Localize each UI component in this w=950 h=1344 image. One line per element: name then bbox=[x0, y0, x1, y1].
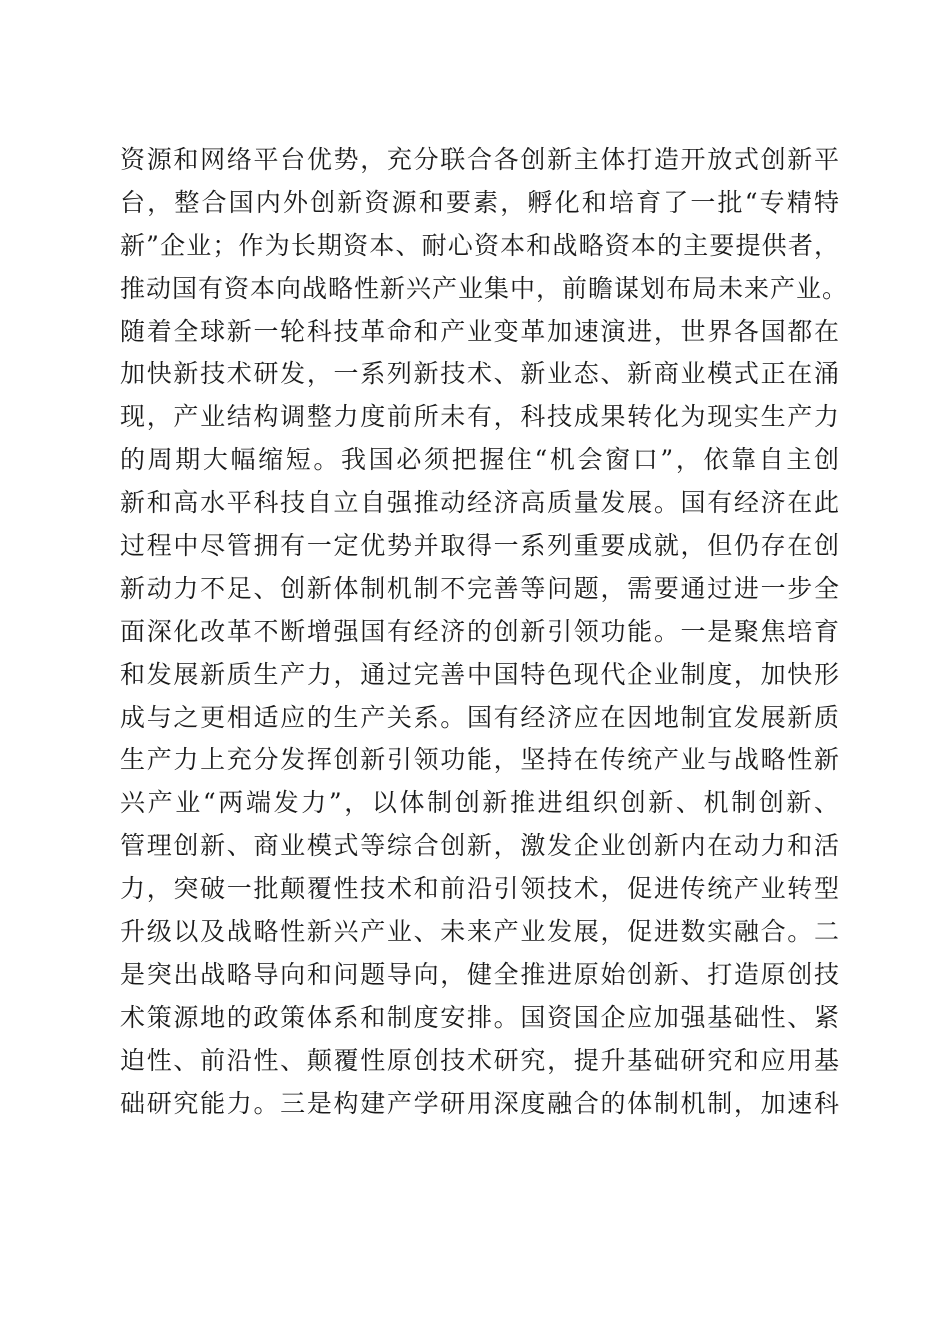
text-line: 生产力上充分发挥创新引领功能，坚持在传统产业与战略性新 bbox=[120, 745, 840, 775]
text-line: 过程中尽管拥有一定优势并取得一系列重要成就，但仍存在创 bbox=[120, 531, 840, 561]
text-line: 术策源地的政策体系和制度安排。国资国企应加强基础性、紧 bbox=[120, 1002, 840, 1032]
text-line: 的周期大幅缩短。我国必须把握住“机会窗口”，依靠自主创 bbox=[120, 445, 840, 475]
text-line: 推动国有资本向战略性新兴产业集中，前瞻谋划布局未来产业。 bbox=[120, 273, 849, 303]
text-line: 力，突破一批颠覆性技术和前沿引领技术，促进传统产业转型 bbox=[120, 874, 840, 904]
text-line: 台，整合国内外创新资源和要素，孵化和培育了一批“专精特 bbox=[120, 187, 840, 217]
text-line: 升级以及战略性新兴产业、未来产业发展，促进数实融合。二 bbox=[120, 917, 840, 947]
text-line: 管理创新、商业模式等综合创新，激发企业创新内在动力和活 bbox=[120, 831, 840, 861]
text-line: 面深化改革不断增强国有经济的创新引领功能。一是聚焦培育 bbox=[120, 616, 840, 646]
text-line: 随着全球新一轮科技革命和产业变革加速演进，世界各国都在 bbox=[120, 316, 840, 346]
text-line: 现，产业结构调整力度前所未有，科技成果转化为现实生产力 bbox=[120, 402, 840, 432]
text-line: 资源和网络平台优势，充分联合各创新主体打造开放式创新平 bbox=[120, 145, 840, 174]
text-line: 加快新技术研发，一系列新技术、新业态、新商业模式正在涌 bbox=[120, 359, 840, 389]
body-text bbox=[120, 139, 849, 1125]
text-line: 新”企业；作为长期资本、耐心资本和战略资本的主要提供者， bbox=[120, 230, 840, 260]
text-line: 新动力不足、创新体制机制不完善等问题，需要通过进一步全 bbox=[120, 573, 840, 603]
text-line: 新和高水平科技自立自强推动经济高质量发展。国有经济在此 bbox=[120, 488, 840, 518]
text-line: 成与之更相适应的生产关系。国有经济应在因地制宜发展新质 bbox=[120, 702, 840, 732]
text-line: 和发展新质生产力，通过完善中国特色现代企业制度，加快形 bbox=[120, 659, 840, 689]
text-line: 兴产业“两端发力”，以体制创新推进组织创新、机制创新、 bbox=[120, 788, 840, 818]
text-line: 是突出战略导向和问题导向，健全推进原始创新、打造原创技 bbox=[120, 959, 840, 989]
text-line: 础研究能力。三是构建产学研用深度融合的体制机制，加速科 bbox=[120, 1088, 840, 1118]
text-line: 迫性、前沿性、颠覆性原创技术研究，提升基础研究和应用基 bbox=[120, 1045, 840, 1075]
